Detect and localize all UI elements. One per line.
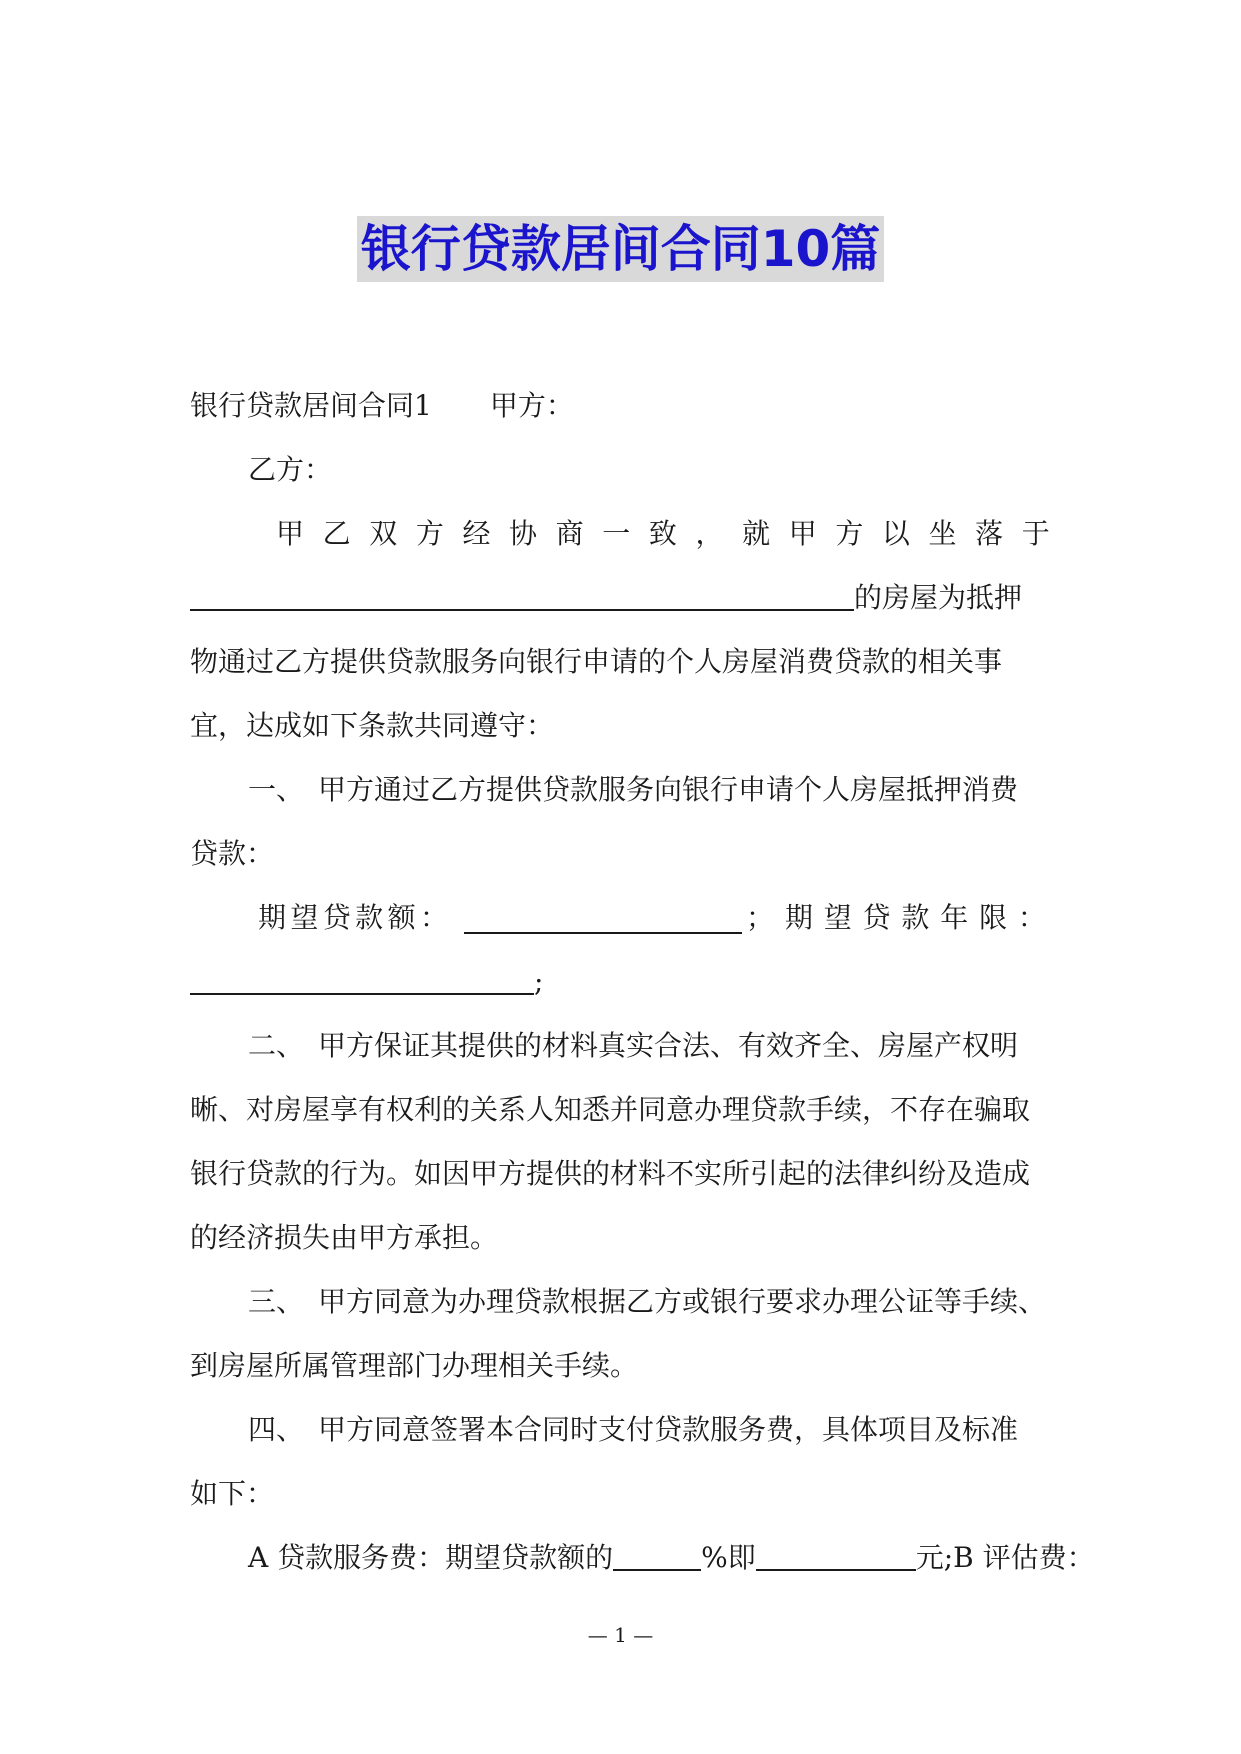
char-7: 一	[602, 517, 631, 550]
char-8: 致	[648, 517, 677, 550]
header-line	[190, 386, 1050, 426]
percent-label: %即	[701, 1541, 756, 1574]
clause-2-line-3: 银行贷款的行为。如因甲方提供的材料不实所引起的法律纠纷及造成	[190, 1157, 1031, 1190]
char-1: 望	[290, 901, 319, 934]
char-6: 限	[979, 901, 1008, 934]
clause-4-line-2: 如下：	[190, 1477, 275, 1510]
loan-term-blank	[190, 963, 534, 995]
page-number: — 1 —	[587, 1623, 654, 1647]
char-5: ：	[419, 901, 448, 934]
char-13: 以	[881, 517, 910, 550]
clause-2-line-2: 晰、对房屋享有权利的关系人知悉并同意办理贷款手续，不存在骗取	[190, 1093, 1031, 1126]
clause-2-line-4: 的经济损失由甲方承担。	[190, 1221, 499, 1254]
clause-2-line-1: 二、 甲方保证其提供的材料真实合法、有效齐全、房屋产权明	[248, 1029, 1019, 1062]
yuan-label: 元;B 评估费：	[915, 1541, 1095, 1574]
char-7: ：	[1017, 901, 1046, 934]
contract-name: 银行贷款居间合同1	[190, 389, 432, 422]
document-title: 银行贷款居间合同10篇	[357, 216, 885, 282]
intro-line-1	[276, 514, 1050, 554]
loan-terms-line	[258, 898, 1050, 938]
party-a-label: 甲方：	[489, 389, 574, 422]
clause-3-line-2: 到房屋所属管理部门办理相关手续。	[190, 1349, 639, 1382]
char-2: 双	[369, 517, 398, 550]
intro-line-4: 宜，达成如下条款共同遵守：	[190, 709, 555, 742]
char-14: 坐	[928, 517, 957, 550]
char-6: 商	[555, 517, 584, 550]
char-10: 就	[742, 517, 771, 550]
char-3: 款	[355, 901, 384, 934]
char-2: 贷	[322, 901, 351, 934]
clause-1-line-1: 一、 甲方通过乙方提供贷款服务向银行申请个人房屋抵押消费	[248, 773, 1019, 806]
char-9: ，	[695, 517, 724, 550]
char-1: 乙	[322, 517, 351, 550]
loan-term-label	[746, 898, 1046, 938]
yuan-blank	[756, 1539, 916, 1571]
percent-blank	[613, 1539, 701, 1571]
char-4: 额	[387, 901, 416, 934]
fees-line	[248, 1538, 1095, 1578]
party-b-label: 乙方：	[248, 453, 333, 486]
loan-term-line	[190, 962, 1050, 1002]
char-1: 期	[784, 901, 813, 934]
clause-1-line-2: 贷款：	[190, 837, 275, 870]
char-2: 望	[823, 901, 852, 934]
loan-amount-blank	[464, 902, 742, 934]
char-0: ；	[746, 901, 775, 934]
char-5: 年	[940, 901, 969, 934]
house-suffix: 的房屋为抵押	[854, 581, 1023, 614]
loan-term-end: ;	[534, 965, 544, 998]
intro-line-2	[190, 578, 1050, 618]
clause-4-line-1: 四、 甲方同意签署本合同时支付贷款服务费，具体项目及标准	[248, 1413, 1019, 1446]
char-0: 甲	[276, 517, 305, 550]
char-11: 甲	[788, 517, 817, 550]
intro-line-3: 物通过乙方提供贷款服务向银行申请的个人房屋消费贷款的相关事	[190, 645, 1003, 678]
loan-amount-label	[258, 898, 448, 938]
char-4: 经	[462, 517, 491, 550]
char-3: 贷	[862, 901, 891, 934]
char-3: 方	[415, 517, 444, 550]
char-4: 款	[901, 901, 930, 934]
char-5: 协	[509, 517, 538, 550]
clause-3-line-1: 三、 甲方同意为办理贷款根据乙方或银行要求办理公证等手续、	[248, 1285, 1047, 1318]
char-16: 于	[1021, 517, 1050, 550]
char-0: 期	[258, 901, 287, 934]
char-15: 落	[975, 517, 1004, 550]
char-12: 方	[835, 517, 864, 550]
service-fee-label: A 贷款服务费：期望贷款额的	[248, 1541, 614, 1574]
address-blank	[190, 579, 854, 611]
title-wrap	[0, 216, 1241, 282]
